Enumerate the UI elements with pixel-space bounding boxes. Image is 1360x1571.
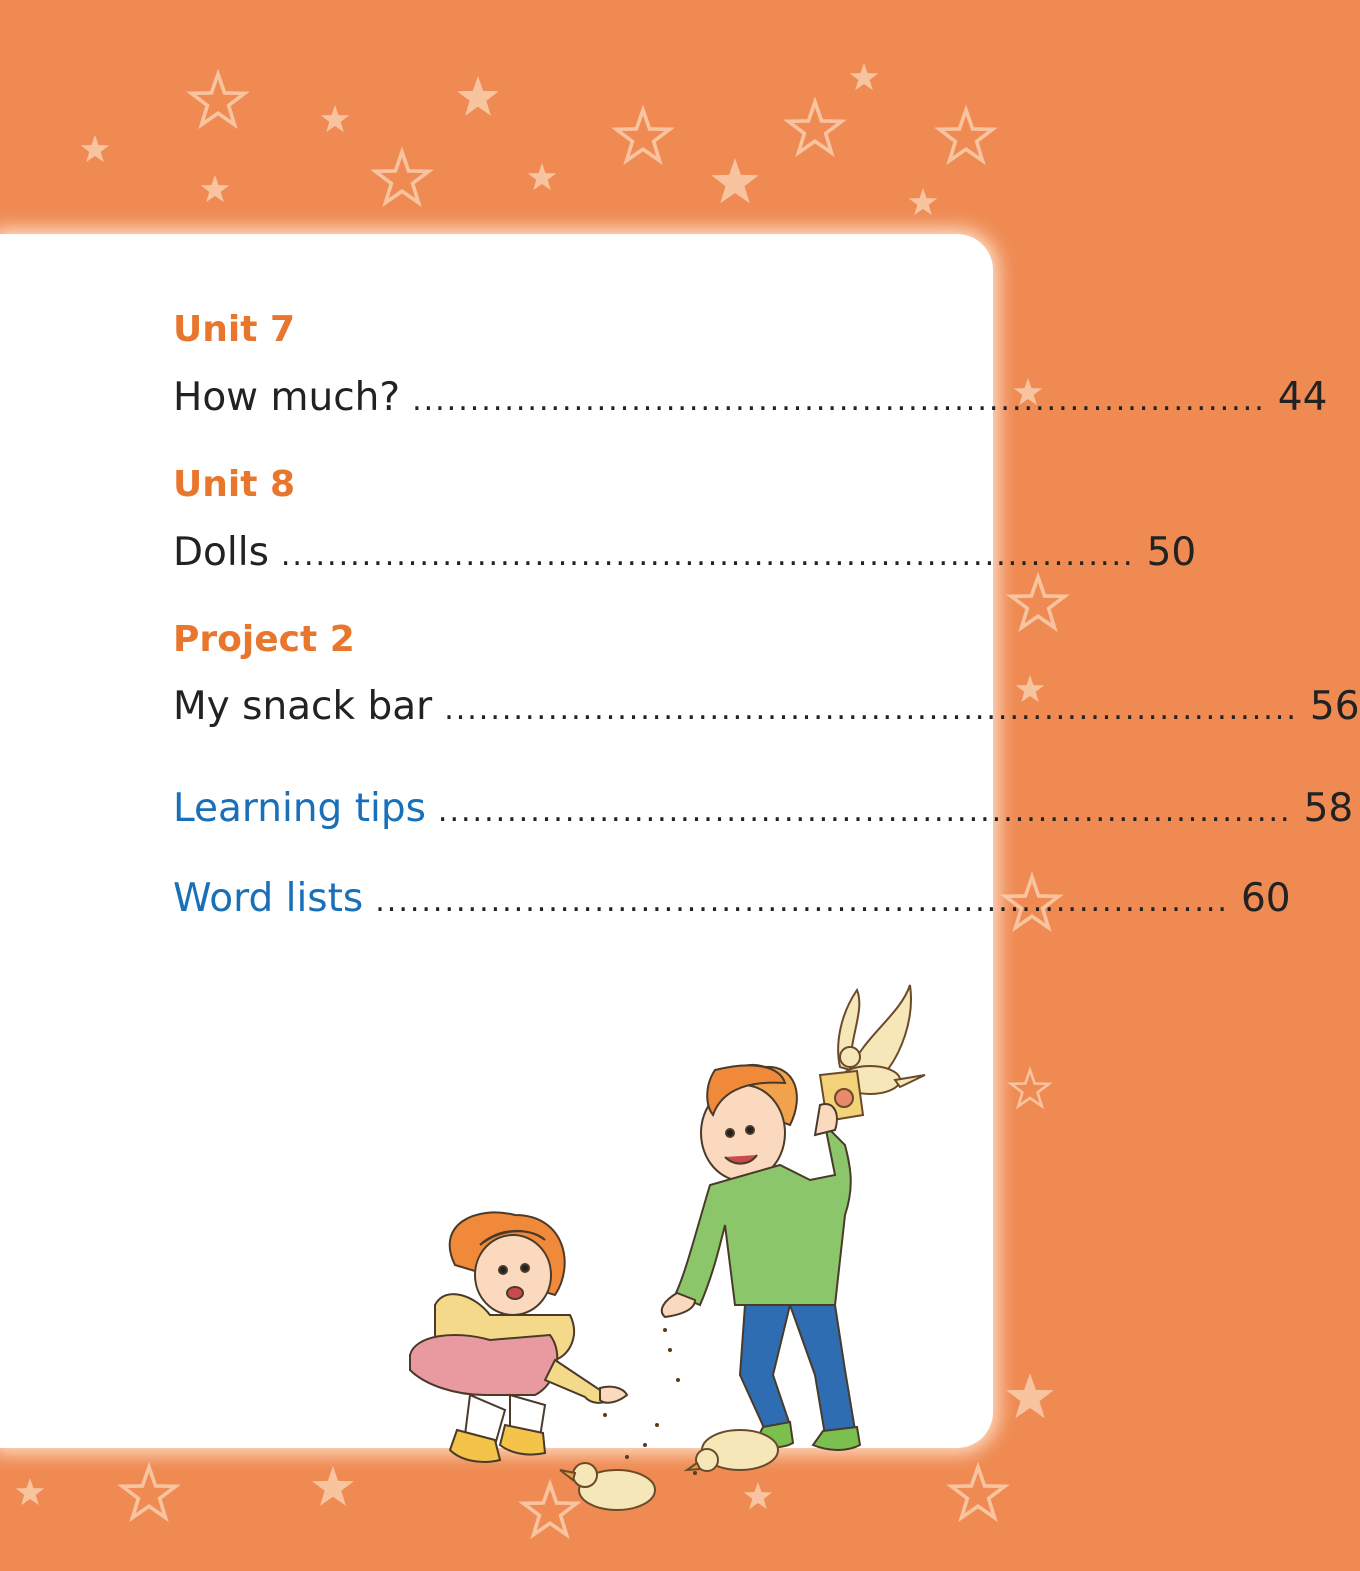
star-icon xyxy=(375,152,428,203)
toc-entry-title: Dolls xyxy=(173,530,269,575)
toc-entry-title: My snack bar xyxy=(173,684,433,729)
dot-leader: .......................................................................... xyxy=(444,692,1298,727)
toc-entry-title: Word lists xyxy=(173,876,364,921)
toc-entry-learning-tips[interactable] xyxy=(173,784,1354,834)
dot-leader: .......................................................................... xyxy=(375,884,1229,919)
star-icon xyxy=(939,110,992,161)
star-icon xyxy=(191,74,244,125)
girl-illustration xyxy=(410,1212,627,1462)
star-icon xyxy=(321,105,350,132)
star-icon xyxy=(312,1466,354,1506)
children-feeding-birds-illustration xyxy=(395,975,965,1535)
toc-entry-word-lists[interactable] xyxy=(173,874,1291,924)
toc-entry-title: How much? xyxy=(173,375,401,420)
toc-heading-unit-7: Unit 7 xyxy=(173,309,295,350)
star-icon xyxy=(457,76,499,116)
star-icon xyxy=(201,175,230,202)
dot-leader: .......................................................................... xyxy=(280,538,1135,573)
boy-illustration xyxy=(662,1065,860,1450)
star-icon xyxy=(81,135,110,162)
toc-entry-my-snack-bar[interactable] xyxy=(173,682,1360,732)
star-icon xyxy=(528,163,557,190)
star-icon xyxy=(616,110,669,161)
toc-entry-page: 44 xyxy=(1277,375,1328,420)
toc-entry-title: Learning tips xyxy=(173,786,426,831)
star-icon xyxy=(122,1467,175,1518)
star-icon xyxy=(850,63,879,90)
chick-icon xyxy=(687,1430,778,1471)
toc-entry-page: 50 xyxy=(1146,530,1197,575)
chick-icon xyxy=(560,1463,655,1510)
star-icon xyxy=(711,158,759,203)
toc-entry-dolls[interactable] xyxy=(173,528,1197,578)
toc-entry-page: 58 xyxy=(1303,786,1354,831)
star-icon xyxy=(1011,577,1064,628)
dot-leader: .......................................................................... xyxy=(412,383,1266,418)
star-icon xyxy=(1006,1373,1054,1418)
star-icon xyxy=(788,102,841,153)
toc-heading-unit-8: Unit 8 xyxy=(173,464,295,505)
toc-entry-page: 60 xyxy=(1240,876,1291,921)
toc-entry-how-much[interactable] xyxy=(173,373,1328,423)
toc-entry-page: 56 xyxy=(1309,684,1360,729)
dot-leader: .......................................................................... xyxy=(437,794,1292,829)
toc-heading-project-2: Project 2 xyxy=(173,619,355,660)
star-icon xyxy=(16,1478,45,1505)
star-icon xyxy=(909,188,938,215)
star-icon xyxy=(1011,1070,1049,1106)
